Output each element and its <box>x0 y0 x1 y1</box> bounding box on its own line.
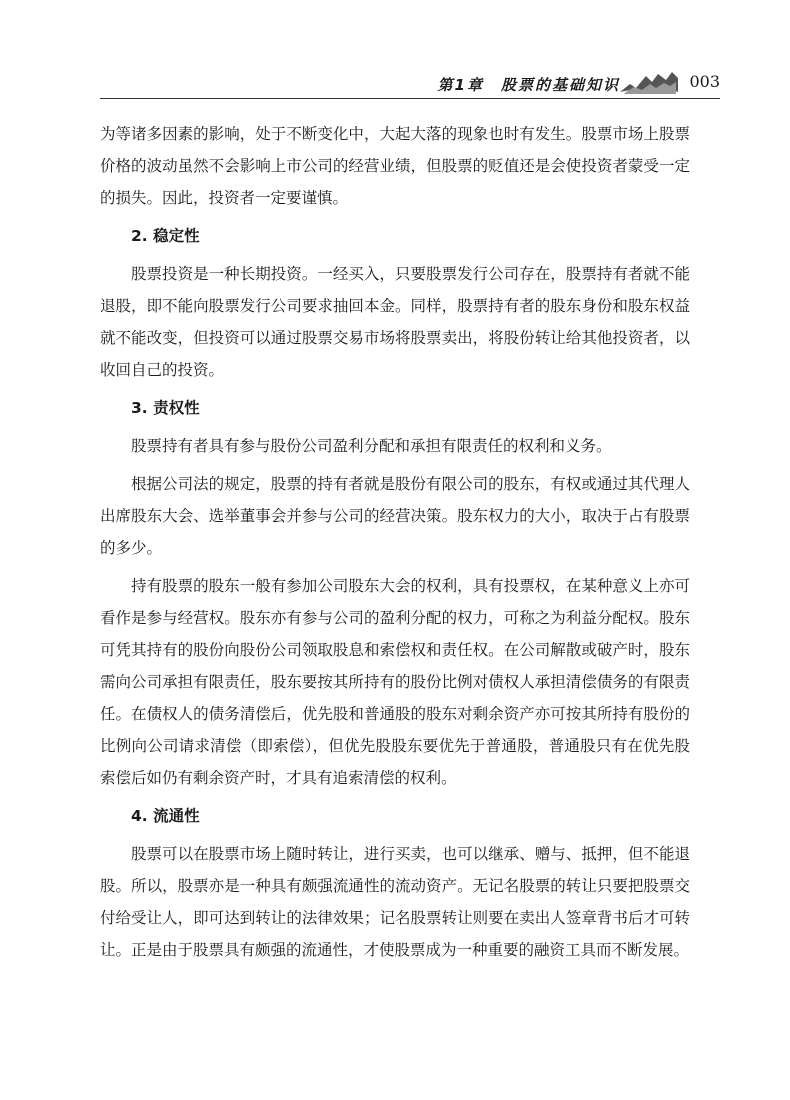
mountain-logo-icon <box>620 68 678 96</box>
paragraph-stability: 股票投资是一种长期投资。一经买入，只要股票发行公司存在，股票持有者就不能退股，即不能向股票发行公司要求抽回本金。同样，股票持有者的股东身份和股东权益就不能改变，但投资可以通过股票交易市场将股票卖出，将股份转让给其他投资者，以收回自己的投资。 <box>100 265 690 379</box>
page-number: 003 <box>689 72 720 91</box>
chapter-title: 第1章 股票的基础知识 <box>437 76 620 94</box>
running-header <box>100 60 720 100</box>
header-rule <box>100 98 720 99</box>
section-heading-liquidity: 4. 流通性 <box>131 807 200 825</box>
section-heading-responsibility: 3. 责权性 <box>131 399 200 417</box>
paragraph-responsibility-3: 持有股票的股东一般有参加公司股东大会的权利，具有投票权，在某种意义上亦可看作是参与经营权。股东亦有参与公司的盈利分配的权力，可称之为利益分配权。股东可凭其持有的股份向股份公司领取股息和索偿权和责任权。在公司解散或破产时，股东需向公司承担有限责任，股东要按其所持有的股份比例对债权人承担清偿债务的有限责任。在债权人的债务清偿后，优先股和普通股的股东对剩余资产亦可按其所持有股份的比例向公司请求清偿（即索偿），但优先股股东要优先于普通股，普通股只有在优先股索偿后如仍有剩余资产时，才具有追索清偿的权利。 <box>100 577 690 787</box>
body-text <box>100 118 690 972</box>
section-heading-stability: 2. 稳定性 <box>131 227 200 245</box>
paragraph-responsibility-1: 股票持有者具有参与股份公司盈利分配和承担有限责任的权利和义务。 <box>131 437 612 455</box>
paragraph-responsibility-2: 根据公司法的规定，股票的持有者就是股份有限公司的股东，有权或通过其代理人出席股东大会、选举董事会并参与公司的经营决策。股东权力的大小，取决于占有股票的多少。 <box>100 475 690 557</box>
paragraph-liquidity: 股票可以在股票市场上随时转让，进行买卖，也可以继承、赠与、抵押，但不能退股。所以，股票亦是一种具有颇强流通性的流动资产。无记名股票的转让只要把股票交付给受让人，即可达到转让的法律效果；记名股票转让则要在卖出人签章背书后才可转让。正是由于股票具有颇强的流通性，才使股票成为一种重要的融资工具而不断发展。 <box>100 845 690 959</box>
paragraph-continued: 为等诸多因素的影响，处于不断变化中，大起大落的现象也时有发生。股票市场上股票价格的波动虽然不会影响上市公司的经营业绩，但股票的贬值还是会使投资者蒙受一定的损失。因此，投资者一定要谨慎。 <box>100 125 690 207</box>
